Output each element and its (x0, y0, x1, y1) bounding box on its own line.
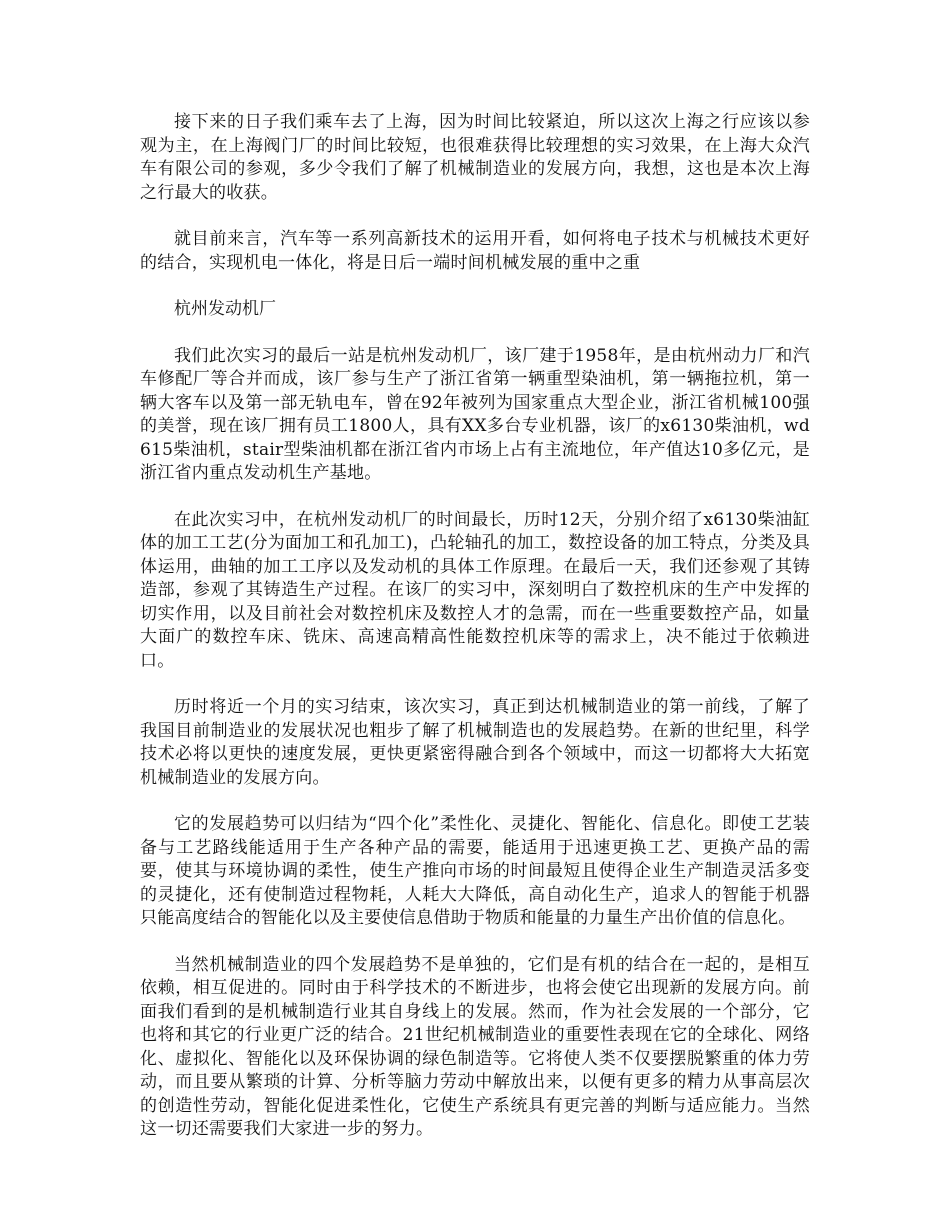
paragraph-plant-introduction: 我们此次实习的最后一站是杭州发动机厂，该厂建于1958年，是由杭州动力厂和汽车修配厂等合并而成，该厂参与生产了浙江省第一辆重型染油机，第一辆拖拉机，第一辆大客车以及第一部无轨电车，曾在92年被列为国家重点大型企业，浙江省机械100强的美誉，现在该厂拥有员工1800人，具有XX多台专业机器，该厂的x6130柴油机，wd615柴油机，stair型柴油机都在浙江省内市场上占有主流地位，年产值达10多亿元，是浙江省内重点发动机生产基地。 (140, 345, 810, 483)
paragraph-shanghai-visit: 接下来的日子我们乘车去了上海，因为时间比较紧迫，所以这次上海之行应该以参观为主，在上海阀门厂的时间比较短，也很难获得比较理想的实习效果，在上海大众汽车有限公司的参观，多少令我们了解了机械制造业的发展方向，我想，这也是本次上海之行最大的收获。 (140, 112, 810, 203)
paragraph-internship-summary: 历时将近一个月的实习结束，该次实习，真正到达机械制造业的第一前线，了解了我国目前制造业的发展状况也粗步了解了机械制造也的发展趋势。在新的世纪里，科学技术必将以更快的速度发展，更快更紧密得融合到各个领域中，而这一切都将大大拓宽机械制造业的发展方向。 (140, 697, 810, 788)
paragraph-mechatronics: 就目前来言，汽车等一系列高新技术的运用开看，如何将电子技术与机械技术更好的结合，实现机电一体化，将是日后一端时间机械发展的重中之重 (140, 229, 810, 273)
section-heading-hangzhou-engine-plant: 杭州发动机厂 (174, 299, 276, 319)
paragraph-internship-content: 在此次实习中，在杭州发动机厂的时间最长，历时12天，分别介绍了x6130柴油缸体的加工工艺(分为面加工和孔加工)，凸轮轴孔的加工，数控设备的加工特点，分类及具体运用，曲轴的加工工序以及发动机的具体工作原理。在最后一天，我们还参观了其铸造部，参观了其铸造生产过程。在该厂的实习中，深刻明白了数控机床的生产中发挥的切实作用，以及目前社会对数控机床及数控人才的急需，而在一些重要数控产品，如量大面广的数控车床、铣床、高速高精高性能数控机床等的需求上，决不能过于依赖进口。 (140, 509, 810, 671)
paragraph-conclusion: 当然机械制造业的四个发展趋势不是单独的，它们是有机的结合在一起的，是相互依赖，相互促进的。同时由于科学技术的不断进步，也将会使它出现新的发展方向。前面我们看到的是机械制造行业其自身线上的发展。然而，作为社会发展的一个部分，它也将和其它的行业更广泛的结合。21世纪机械制造业的重要性表现在它的全球化、网络化、虚拟化、智能化以及环保协调的绿色制造等。它将使人类不仅要摆脱繁重的体力劳动，而且要从繁琐的计算、分析等脑力劳动中解放出来，以便有更多的精力从事高层次的创造性劳动，智能化促进柔性化，它使生产系统具有更完善的判断与适应能力。当然这一切还需要我们大家进一步的努力。 (140, 954, 810, 1139)
paragraph-four-trends: 它的发展趋势可以归结为“四个化”柔性化、灵捷化、智能化、信息化。即使工艺装备与工艺路线能适用于生产各种产品的需要，能适用于迅速更换工艺、更换产品的需要，使其与环境协调的柔性，使生产推向市场的时间最短且使得企业生产制造灵活多变的灵捷化，还有使制造过程物耗，人耗大大降低，高自动化生产，追求人的智能于机器只能高度结合的智能化以及主要使信息借助于物质和能量的力量生产出价值的信息化。 (140, 814, 810, 928)
